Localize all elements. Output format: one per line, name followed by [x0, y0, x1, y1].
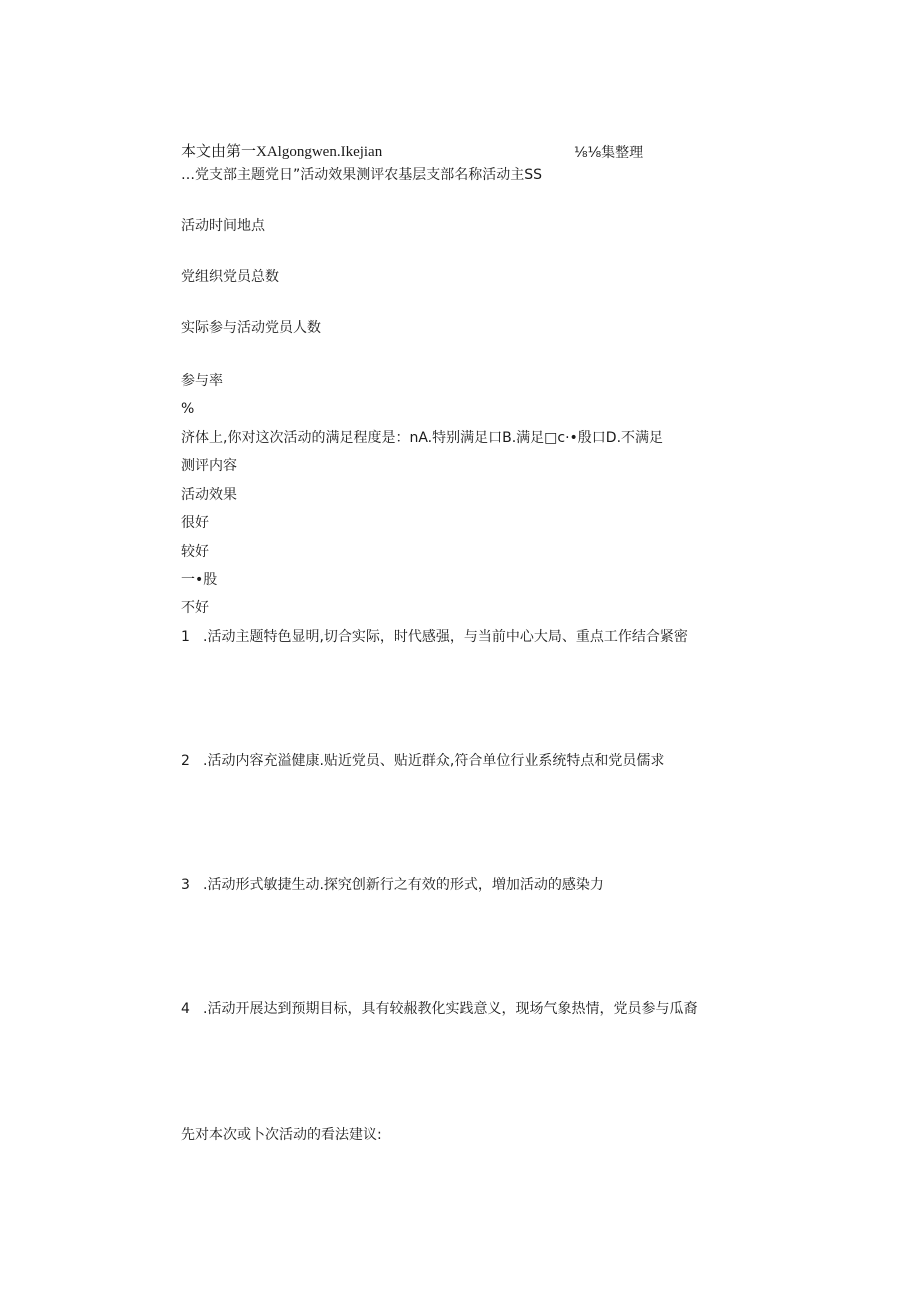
satisfaction-question: 济体上,你对这次活动的满足程度是：nA.特别满足口B.满足□c·•殷口D.不满足: [181, 430, 664, 446]
item-number: 3: [181, 877, 190, 893]
list-item: [181, 1000, 697, 1018]
rating-good: 较好: [181, 544, 209, 560]
collector-note: ⅛⅛集整理: [574, 145, 644, 161]
suggestion-prompt: 先对本次或卜次活动的看法建议:: [181, 1127, 382, 1143]
item-number: 1: [181, 629, 190, 645]
percent-sign: %: [181, 401, 195, 417]
field-actual-participants: 实际参与活动党员人数: [181, 320, 321, 336]
header-evaluation-content: 测评内容: [181, 458, 237, 474]
item-text: .活动开展达到预期目标，具有较赧教化实践意义，现场气象热情，党员参与瓜裔: [203, 1001, 698, 1017]
rating-poor: 不好: [181, 600, 209, 616]
item-text: .活动主题特色显明,切合实际，时代感强，与当前中心大局、重点工作结合紧密: [203, 629, 688, 645]
field-time-place: 活动时间地点: [181, 218, 265, 234]
item-number: 2: [181, 753, 190, 769]
item-text: .活动内容充溢健康.贴近党员、贴近群众,符合单位行业系统特点和党员儒求: [203, 753, 665, 769]
source-line: 本文由第一XAlgongwen.Ikejian: [181, 144, 383, 160]
rating-average: 一•股: [181, 572, 218, 588]
header-activity-effect: 活动效果: [181, 487, 237, 503]
rating-very-good: 很好: [181, 515, 209, 531]
field-total-members: 党组织党员总数: [181, 269, 279, 285]
document-title: …党支部主题党日”活动效果测评农基层支部名称活动主SS: [181, 167, 543, 183]
item-number: 4: [181, 1001, 190, 1017]
list-item: [181, 876, 604, 894]
list-item: [181, 628, 688, 646]
list-item: [181, 752, 664, 770]
item-text: .活动形式敏捷生动.探究创新行之有效的形式，増加活动的感染力: [203, 877, 604, 893]
field-participation-rate: 参与率: [181, 373, 223, 389]
